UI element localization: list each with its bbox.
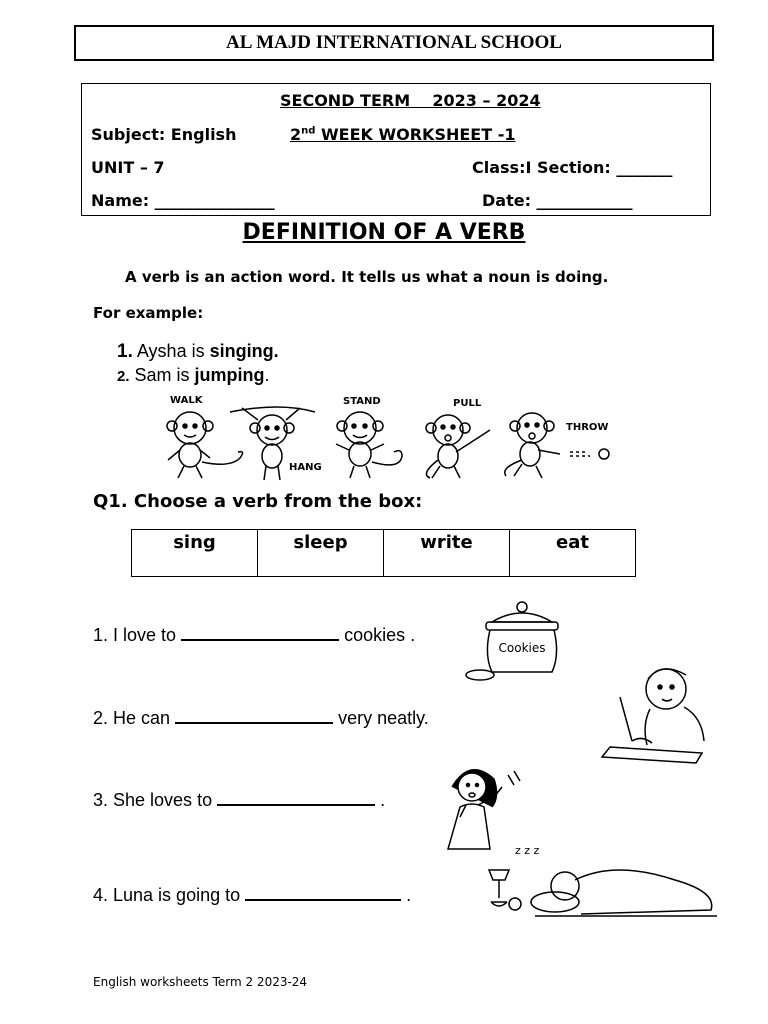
answer-blank[interactable] [245, 885, 401, 901]
week-number: 2 [290, 125, 302, 144]
answer-blank[interactable] [175, 708, 333, 724]
term-label [280, 91, 541, 110]
sentence-text: . [380, 790, 386, 810]
sentence-3 [93, 790, 385, 811]
date-field[interactable]: Date: ____________ [482, 191, 633, 210]
sentence-text: 3. She loves to [93, 790, 213, 810]
example-number: 2. [117, 368, 130, 385]
week-text: WEEK WORKSHEET -1 [315, 125, 516, 144]
page-title: DEFINITION OF A VERB [242, 220, 526, 245]
sentence-text: 2. He can [93, 708, 171, 728]
label-throw: THROW [566, 422, 609, 433]
sleeping-girl-icon [485, 840, 725, 930]
cookie-jar-icon [462, 600, 567, 685]
label-hang: HANG [289, 462, 322, 473]
answer-blank[interactable] [181, 625, 339, 641]
page-footer: English worksheets Term 2 2023-24 [93, 975, 308, 989]
boy-writing-icon [592, 655, 722, 765]
unit-label: UNIT – 7 [91, 158, 165, 177]
verb-definition: A verb is an action word. It tells us what a noun is doing. [125, 268, 609, 286]
monkey-walk-icon [167, 412, 243, 478]
worksheet-header-box [81, 83, 711, 216]
question-1: Q1. Choose a verb from the box: [93, 491, 423, 512]
monkey-actions-illustration [150, 390, 630, 485]
example-2 [117, 365, 270, 386]
example-verb: jumping [194, 365, 265, 385]
subject-label: Subject: English [91, 125, 237, 144]
verb-option: sing [132, 530, 258, 577]
week-worksheet-label [290, 125, 515, 144]
verb-option: sleep [258, 530, 384, 577]
sentence-text: cookies . [344, 625, 416, 645]
example-punct: . [264, 365, 270, 385]
sentence-text: 1. I love to [93, 625, 177, 645]
sentence-4 [93, 885, 411, 906]
monkey-pull-icon [426, 415, 490, 478]
sentence-1 [93, 625, 415, 646]
example-1 [117, 341, 279, 363]
example-number: 1. [117, 341, 133, 362]
sentence-text: . [406, 885, 412, 905]
class-section-field[interactable]: Class:I Section: _______ [472, 158, 673, 177]
verb-option: eat [510, 530, 636, 577]
sleep-z-text: z z z [515, 844, 540, 857]
example-verb: singing [209, 341, 274, 361]
example-text: Aysha is [136, 341, 210, 361]
sentence-2 [93, 708, 429, 729]
week-superscript: nd [301, 125, 316, 137]
monkey-stand-icon [336, 412, 402, 478]
example-punct: . [273, 341, 279, 361]
example-text: Sam is [134, 365, 195, 385]
school-name-banner: AL MAJD INTERNATIONAL SCHOOL [74, 25, 714, 61]
sentence-text: very neatly. [338, 708, 429, 728]
for-example-label: For example: [93, 304, 204, 322]
year-text: 2023 – 2024 [432, 91, 541, 110]
verb-word-box [131, 529, 636, 577]
student-name-field[interactable]: Name: _______________ [91, 191, 275, 210]
label-walk: WALK [170, 395, 203, 406]
answer-blank[interactable] [217, 790, 375, 806]
verb-option: write [384, 530, 510, 577]
label-stand: STAND [343, 396, 381, 407]
cookie-jar-label: Cookies [498, 641, 546, 655]
label-pull: PULL [453, 398, 482, 409]
term-text: SECOND TERM [280, 91, 411, 110]
sentence-text: 4. Luna is going to [93, 885, 241, 905]
